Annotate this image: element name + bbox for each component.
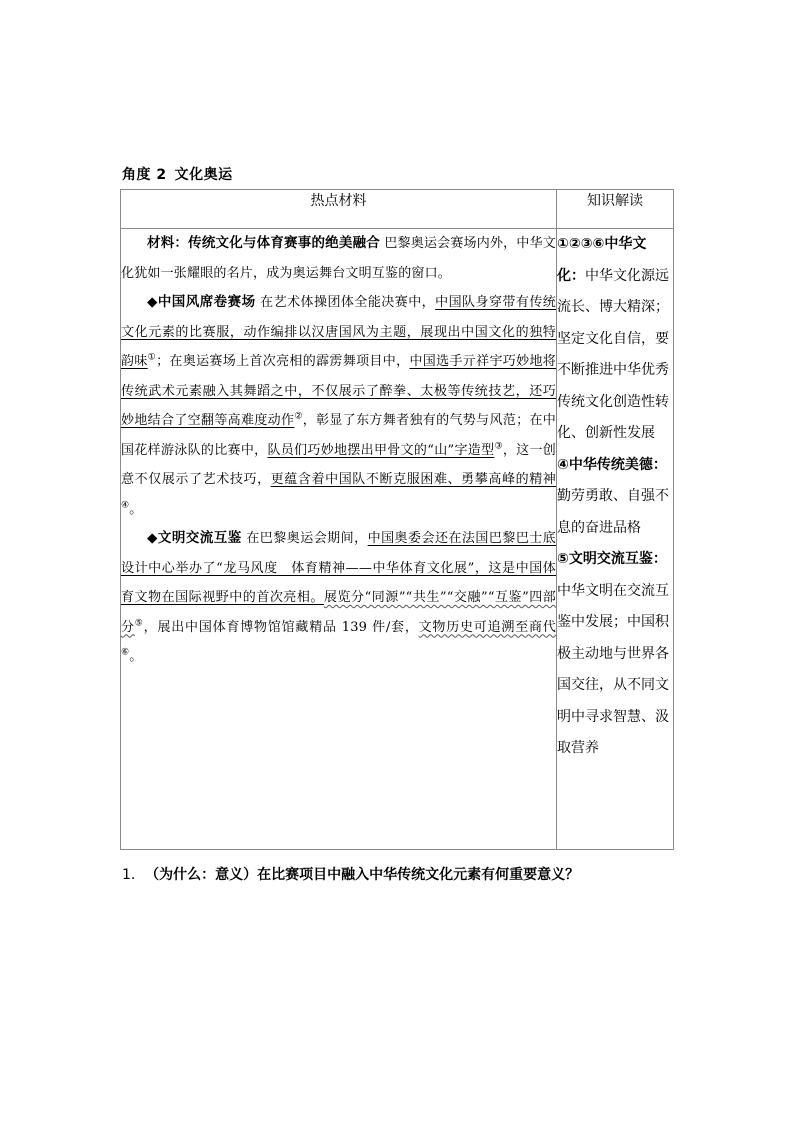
knowledge-text: 中华文化源远流长、博大精深；坚定文化自信，要不断推进中华优秀传统文化创造性转化、创新性发展 bbox=[557, 267, 669, 441]
underlined-text: 中国选手亓祥宇巧妙地将传统武术元素融入其舞蹈之中，不仅展示了醉拳、太极等传统技艺，还巧妙地结合了空翻等高难度动作 bbox=[121, 354, 556, 428]
exchange-paragraph bbox=[121, 524, 556, 672]
section-heading bbox=[122, 164, 233, 184]
intro-title: 材料：传统文化与体育赛事的绝美融合 bbox=[147, 235, 380, 251]
text-span: 在艺术体操团体全能决赛中， bbox=[260, 295, 436, 310]
underlined-text: 队员们巧妙地摆出甲骨文的“山”字造型 bbox=[267, 442, 495, 458]
china-style-paragraph bbox=[121, 288, 556, 524]
header-knowledge: 知识解读 bbox=[557, 190, 674, 229]
text-span: ；在奥运赛场上首次亮相的霹雳舞项目中， bbox=[156, 354, 410, 369]
question-1 bbox=[122, 864, 579, 884]
footnote-mark: ④ bbox=[121, 500, 130, 511]
knowledge-exchange bbox=[557, 544, 673, 765]
text-span: ，这一创意不仅展示了艺术技巧， bbox=[121, 442, 556, 487]
question-number: 1. bbox=[122, 867, 136, 883]
table-content-row bbox=[121, 229, 674, 850]
knowledge-virtue bbox=[557, 450, 673, 545]
header-hot-material: 热点材料 bbox=[121, 190, 557, 229]
knowledge-heading: ①②③⑥中华文化： bbox=[557, 236, 647, 284]
wavy-underlined-text: 展览分“同源”“共生”“交融”“互鉴”四部分 bbox=[121, 590, 556, 635]
footnote-mark: ② bbox=[294, 411, 303, 422]
section-label: 角度 2 bbox=[122, 167, 167, 183]
text-span: ，彰显了东方舞者独有的气势与风范；在中国花样游泳队的比赛中， bbox=[121, 413, 556, 458]
knowledge-cell bbox=[557, 229, 674, 850]
table-header-row bbox=[121, 190, 674, 229]
text-span: 。 bbox=[129, 501, 143, 517]
china-style-title: ◆中国风席卷赛场 bbox=[147, 294, 256, 310]
material-table bbox=[120, 189, 674, 850]
underlined-text: 中国队身穿带有传统文化元素的比赛服，动作编排以汉唐国风为主题，展现出中国文化的独特韵味 bbox=[121, 295, 556, 369]
text-span: 。 bbox=[129, 649, 143, 664]
text-span: 在巴黎奥运会期间， bbox=[246, 531, 368, 546]
question-text: （为什么：意义）在比赛项目中融入中华传统文化元素有何重要意义？ bbox=[145, 867, 580, 883]
intro-paragraph bbox=[121, 229, 556, 288]
knowledge-culture bbox=[557, 229, 673, 450]
knowledge-text: 勤劳勇敢、自强不息的奋进品格 bbox=[557, 488, 669, 536]
underlined-text: 更蕴含着中国队不断克服困难、勇攀高峰的精神 bbox=[270, 472, 556, 487]
footnote-mark: ⑤ bbox=[134, 618, 144, 629]
material-cell bbox=[121, 229, 557, 850]
knowledge-heading: ④中华传统美德： bbox=[557, 456, 667, 473]
text-span: ，展出中国体育博物馆馆藏精品 139 件/套， bbox=[143, 619, 419, 635]
underlined-text: 中国奥委会还在法国巴黎巴士底设计中心举办了“龙马风度 体育精神——中华体育文化展”，这是中国体育文物在国际视野中的首次亮相。 bbox=[121, 531, 556, 605]
footnote-mark: ⑥ bbox=[121, 647, 130, 658]
knowledge-text: 中华文明在交流互鉴中发展；中国积极主动地与世界各国交往，从不同文明中寻求智慧、汲取营养 bbox=[557, 582, 669, 756]
wavy-underlined-text: 文物历史可追溯至商代 bbox=[418, 619, 556, 635]
section-title: 文化奥运 bbox=[174, 167, 233, 183]
footnote-mark: ① bbox=[147, 352, 157, 363]
knowledge-heading: ⑤文明交流互鉴： bbox=[557, 551, 667, 567]
exchange-title: ◆文明交流互鉴 bbox=[147, 530, 242, 546]
intro-text: 巴黎奥运会赛场内外，中华文化犹如一张耀眼的名片，成为奥运舞台文明互鉴的窗口。 bbox=[121, 236, 556, 281]
footnote-mark: ③ bbox=[494, 441, 503, 452]
